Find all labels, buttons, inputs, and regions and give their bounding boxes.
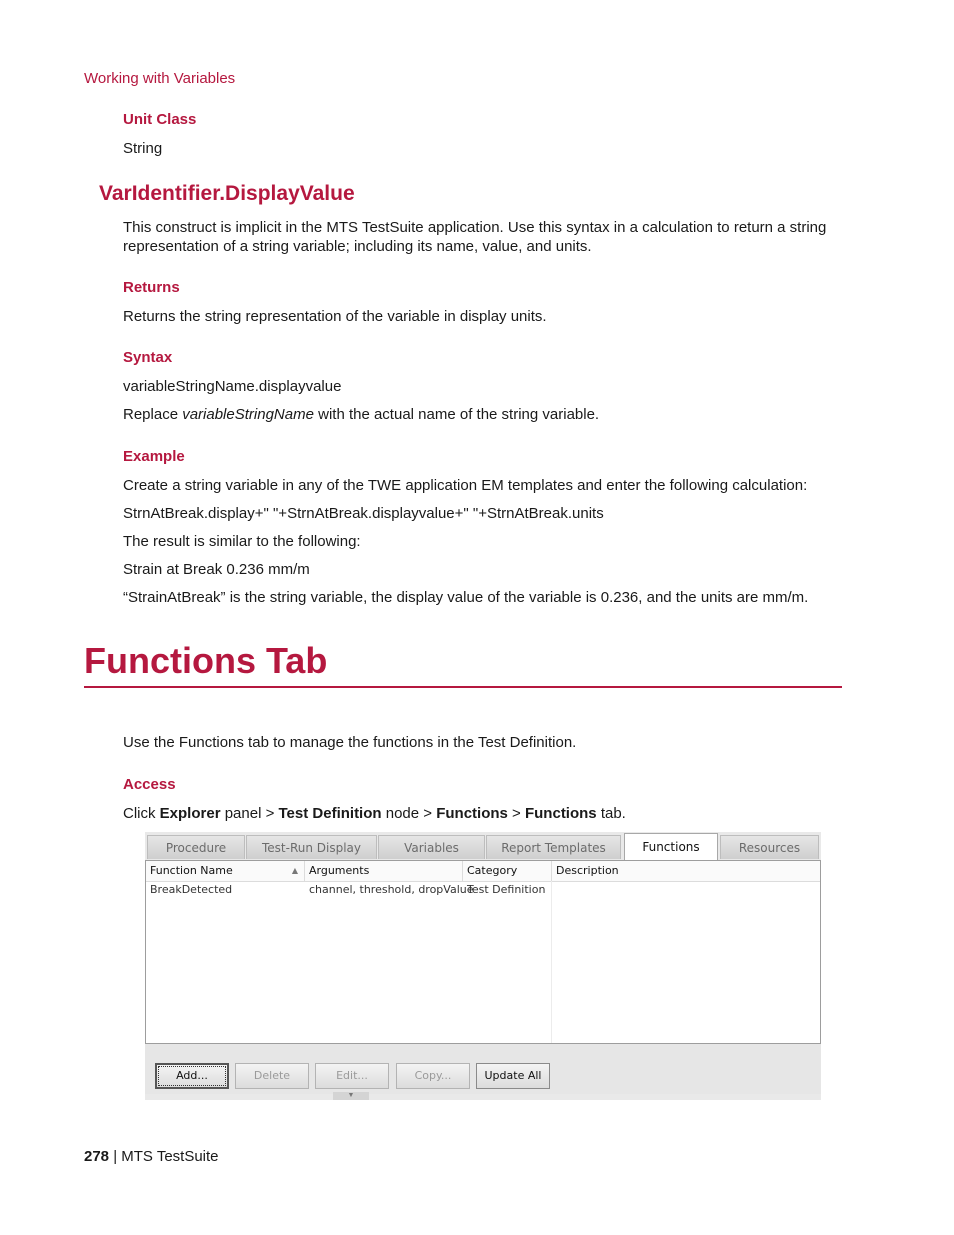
footer bbox=[84, 1148, 219, 1165]
syntax-heading: Syntax bbox=[123, 349, 173, 366]
access-text: tab. bbox=[596, 805, 626, 822]
access-text: > bbox=[507, 805, 525, 822]
column-header-description[interactable]: Description bbox=[556, 864, 619, 877]
access-functions-tab: Functions bbox=[524, 805, 597, 822]
cell-category: Test Definition bbox=[467, 883, 546, 896]
tab-variables[interactable]: Variables bbox=[378, 835, 485, 859]
footer-separator: | bbox=[109, 1148, 122, 1165]
page-number: 278 bbox=[84, 1148, 110, 1165]
functions-intro: Use the Functions tab to manage the functions in the Test Definition. bbox=[123, 734, 577, 751]
running-head: Working with Variables bbox=[84, 70, 236, 87]
tab-procedure[interactable]: Procedure bbox=[147, 835, 245, 859]
add-button[interactable]: Add... bbox=[155, 1063, 229, 1089]
example-line2: StrnAtBreak.display+" "+StrnAtBreak.displayvalue+" "+StrnAtBreak.units bbox=[123, 505, 604, 522]
syntax-replace-prefix: Replace bbox=[123, 406, 183, 423]
functions-grid[interactable] bbox=[145, 860, 821, 1044]
column-header-function-name[interactable] bbox=[146, 861, 305, 881]
grid-header bbox=[146, 861, 820, 882]
column-label: Function Name bbox=[150, 864, 233, 877]
cell-arguments: channel, threshold, dropValue bbox=[309, 883, 474, 896]
access-explorer: Explorer bbox=[159, 805, 221, 822]
access-path bbox=[123, 804, 626, 823]
cell-function-name: BreakDetected bbox=[150, 883, 233, 896]
column-header-arguments[interactable]: Arguments bbox=[305, 861, 463, 881]
tab-bar bbox=[145, 832, 821, 860]
functions-tab-screenshot bbox=[145, 832, 821, 1100]
tab-test-run-display[interactable]: Test-Run Display bbox=[246, 835, 377, 859]
delete-button[interactable]: Delete bbox=[235, 1063, 309, 1089]
access-text: node > bbox=[381, 805, 437, 822]
section-title: VarIdentifier.DisplayValue bbox=[99, 182, 355, 205]
unit-class-heading: Unit Class bbox=[123, 111, 197, 128]
copy-button[interactable]: Copy... bbox=[396, 1063, 470, 1089]
access-text: panel > bbox=[220, 805, 279, 822]
button-bar bbox=[145, 1044, 821, 1094]
example-line4: Strain at Break 0.236 mm/m bbox=[123, 561, 310, 578]
syntax-replace bbox=[123, 405, 599, 424]
section-intro-line1: This construct is implicit in the MTS TestSuite application. Use this syntax in a calculation to return a string bbox=[123, 219, 827, 236]
access-functions-node: Functions bbox=[436, 805, 508, 822]
syntax-replace-suffix: with the actual name of the string variable. bbox=[313, 406, 600, 423]
section-intro-line2: representation of a string variable; including its name, value, and units. bbox=[123, 238, 592, 255]
column-header-category[interactable]: Category bbox=[463, 861, 552, 881]
example-line1: Create a string variable in any of the TWE application EM templates and enter the following calculation: bbox=[123, 477, 808, 494]
tab-functions[interactable]: Functions bbox=[624, 833, 718, 861]
example-heading: Example bbox=[123, 448, 185, 465]
column-divider bbox=[551, 881, 552, 1043]
returns-heading: Returns bbox=[123, 279, 180, 296]
example-line5: “StrainAtBreak” is the string variable, the display value of the variable is 0.236, and the units are mm/m. bbox=[123, 589, 809, 606]
access-test-definition: Test Definition bbox=[278, 805, 382, 822]
chevron-down-icon[interactable]: ▼ bbox=[333, 1092, 369, 1100]
tab-report-templates[interactable]: Report Templates bbox=[486, 835, 621, 859]
page-title: Functions Tab bbox=[84, 640, 328, 681]
sort-ascending-icon: ▲ bbox=[291, 866, 298, 875]
unit-class-value: String bbox=[123, 140, 163, 157]
syntax-replace-italic: variableStringName bbox=[182, 406, 314, 423]
example-line3: The result is similar to the following: bbox=[123, 533, 361, 550]
footer-product: MTS TestSuite bbox=[121, 1148, 219, 1165]
access-text: Click bbox=[123, 805, 160, 822]
returns-text: Returns the string representation of the variable in display units. bbox=[123, 308, 547, 325]
syntax-code: variableStringName.displayvalue bbox=[123, 378, 342, 395]
cell-description bbox=[552, 882, 752, 898]
update-all-button[interactable]: Update All bbox=[476, 1063, 550, 1089]
title-rule bbox=[84, 686, 842, 688]
edit-button[interactable]: Edit... bbox=[315, 1063, 389, 1089]
access-heading: Access bbox=[123, 776, 176, 793]
tab-resources[interactable]: Resources bbox=[720, 835, 819, 859]
